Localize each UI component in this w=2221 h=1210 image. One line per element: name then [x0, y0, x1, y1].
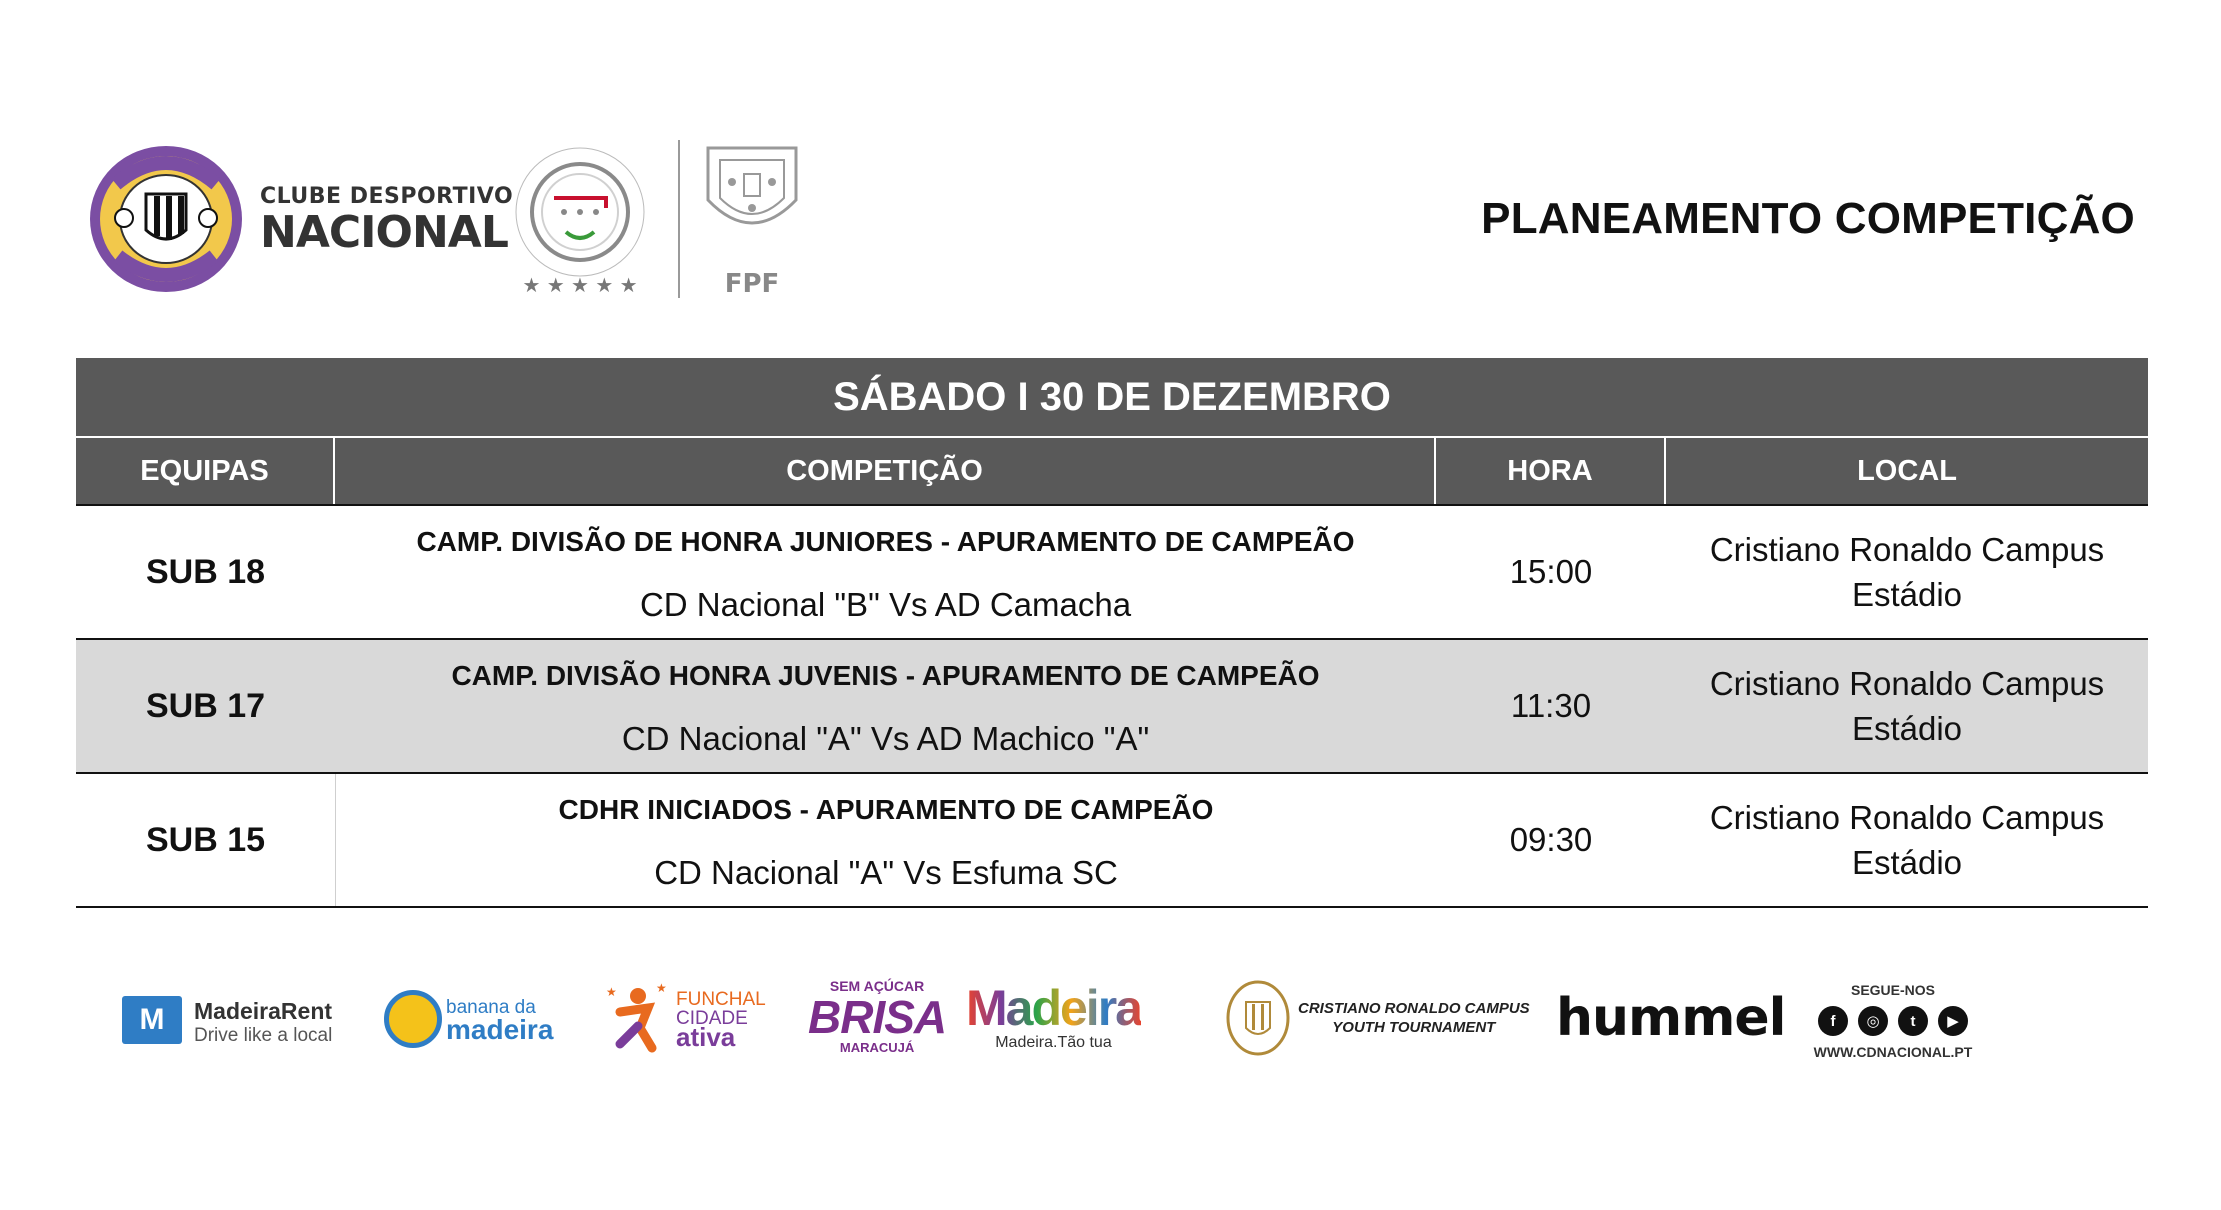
- location-cell: [1666, 640, 2148, 772]
- club-crest-logo: [88, 144, 244, 294]
- brisa-name: BRISA: [808, 991, 947, 1043]
- runner-icon: [600, 982, 670, 1054]
- header-divider: [678, 140, 680, 298]
- match-fixture: CD Nacional "A" Vs Esfuma SC: [654, 854, 1118, 891]
- certified-training-entity-logo: [500, 140, 660, 300]
- social-heading: SEGUE-NOS: [1850, 982, 1935, 998]
- competition-name: CDHR INICIADOS - APURAMENTO DE CAMPEÃO: [558, 794, 1214, 825]
- brisa-logo: [808, 978, 946, 1055]
- competition-cell: [335, 506, 1436, 638]
- column-header-teams: EQUIPAS: [76, 438, 335, 504]
- banana-icon: [384, 990, 442, 1048]
- crc-line2: YOUTH TOURNAMENT: [1332, 1019, 1496, 1036]
- location-line1: Cristiano Ronaldo Campus: [1709, 799, 2105, 836]
- competition-cell: [335, 640, 1436, 772]
- column-header-location: LOCAL: [1857, 454, 1957, 487]
- time-cell: 15:00: [1509, 553, 1593, 590]
- twitter-icon[interactable]: t: [1898, 1006, 1928, 1036]
- team-cell: SUB 18: [145, 552, 266, 591]
- club-name: [260, 184, 514, 258]
- day-header: SÁBADO I 30 DE DEZEMBRO: [76, 358, 2148, 438]
- match-fixture: CD Nacional "B" Vs AD Camacha: [639, 586, 1132, 623]
- time-cell: 09:30: [1509, 821, 1593, 858]
- club-name-line2: NACIONAL: [260, 207, 508, 258]
- website-link[interactable]: WWW.CDNACIONAL.PT: [1813, 1044, 1973, 1060]
- location-cell: [1666, 774, 2148, 906]
- banana-da-madeira-logo: [384, 990, 553, 1048]
- table-row: [76, 506, 2148, 640]
- fpf-logo: [700, 138, 804, 302]
- madeirarent-logo: [194, 998, 332, 1047]
- brisa-bottom-text: MARACUJÁ: [839, 1040, 915, 1055]
- team-cell: SUB 17: [145, 686, 266, 725]
- location-line2: Estádio: [1851, 576, 1963, 613]
- svg-text:★: ★: [606, 985, 617, 999]
- svg-text:★ ★ ★ ★ ★: ★ ★ ★ ★ ★: [522, 273, 638, 297]
- schedule-table: [76, 358, 2148, 908]
- column-headers: [76, 438, 2148, 506]
- fpf-text: FPF: [724, 269, 780, 299]
- competition-cell: [335, 774, 1436, 906]
- banana-big-text: madeira: [446, 1014, 554, 1045]
- location-cell: [1666, 506, 2148, 638]
- match-fixture: CD Nacional "A" Vs AD Machico "A": [621, 720, 1150, 757]
- team-cell: SUB 15: [145, 820, 266, 859]
- hummel-logo: hummel: [1556, 988, 1786, 1048]
- column-header-competition: COMPETIÇÃO: [335, 438, 1436, 504]
- funchal-line1: FUNCHAL: [676, 988, 766, 1010]
- page-title: PLANEAMENTO COMPETIÇÃO: [1481, 194, 2135, 243]
- club-name-line1: CLUBE DESPORTIVO: [260, 184, 514, 209]
- funchal-cidade-ativa-logo: [600, 982, 766, 1054]
- table-row: [76, 640, 2148, 774]
- madeira-tourism-logo: [966, 982, 1141, 1052]
- youtube-icon[interactable]: ▶: [1938, 1006, 1968, 1036]
- campus-badge-icon: [1226, 980, 1290, 1056]
- cristiano-ronaldo-campus-logo: [1226, 980, 1530, 1056]
- competition-name: CAMP. DIVISÃO HONRA JUVENIS - APURAMENTO DE CAMPEÃO: [451, 660, 1320, 691]
- time-cell: 11:30: [1510, 687, 1592, 724]
- crc-line1: CRISTIANO RONALDO CAMPUS: [1298, 1000, 1530, 1017]
- funchal-line3: ativa: [676, 1021, 736, 1052]
- location-line1: Cristiano Ronaldo Campus: [1709, 665, 2105, 702]
- location-line2: Estádio: [1851, 710, 1963, 747]
- column-header-time: HORA: [1436, 438, 1666, 504]
- social-links: [1806, 982, 1980, 1060]
- competition-name: CAMP. DIVISÃO DE HONRA JUNIORES - APURAMENTO DE CAMPEÃO: [416, 526, 1355, 557]
- facebook-icon[interactable]: f: [1818, 1006, 1848, 1036]
- madeira-tagline: Madeira.Tão tua: [995, 1034, 1112, 1051]
- table-row: [76, 774, 2148, 908]
- svg-text:★: ★: [656, 982, 667, 995]
- madeirarent-tagline: Drive like a local: [194, 1025, 333, 1046]
- location-line1: Cristiano Ronaldo Campus: [1709, 531, 2105, 568]
- brisa-top-text: SEM AÇÚCAR: [829, 978, 925, 994]
- funchal-line2: CIDADE: [676, 1007, 748, 1029]
- madeira-word: Madeira: [966, 980, 1141, 1036]
- madeirarent-logo-mark: M: [122, 996, 182, 1044]
- instagram-icon[interactable]: ◎: [1858, 1006, 1888, 1036]
- banana-small-text: banana da: [446, 997, 536, 1018]
- location-line2: Estádio: [1851, 844, 1963, 881]
- madeirarent-name: MadeiraRent: [194, 998, 333, 1024]
